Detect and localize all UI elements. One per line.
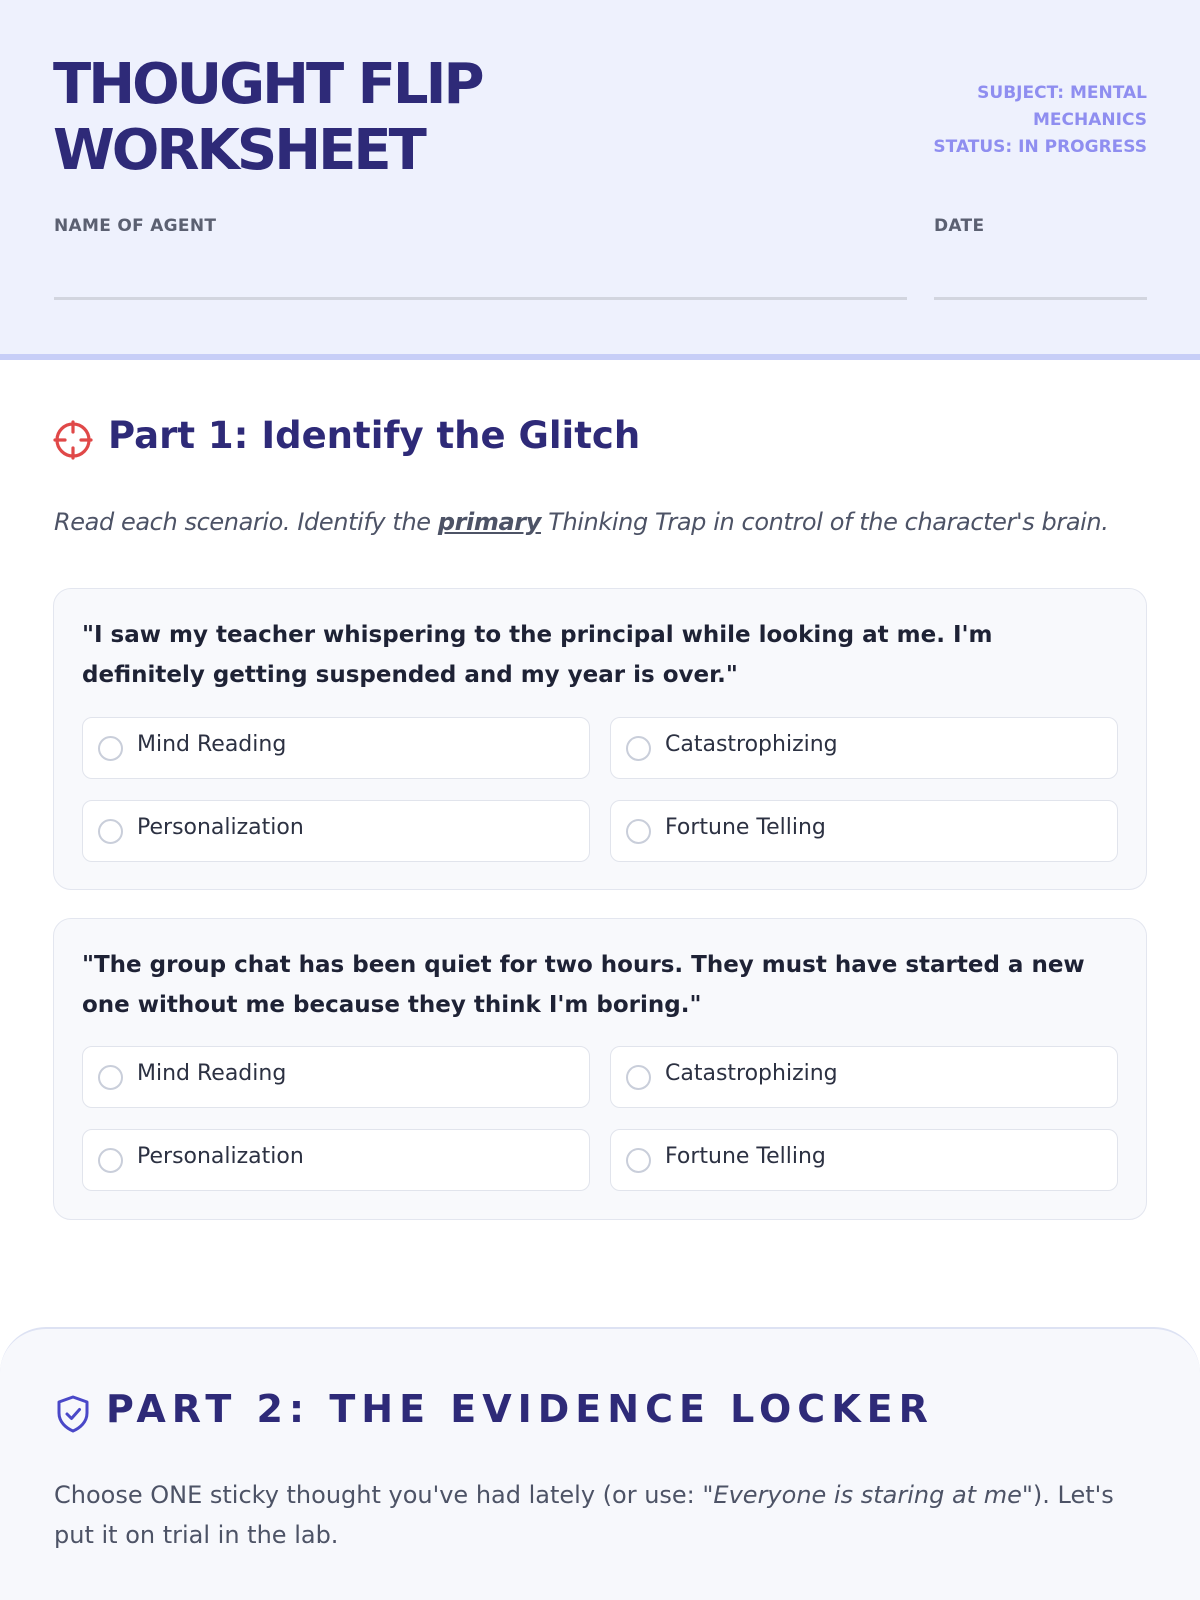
radio-button-icon[interactable] bbox=[626, 1065, 651, 1090]
shield-check-icon bbox=[54, 1394, 92, 1434]
option-personalization[interactable] bbox=[82, 1129, 590, 1191]
option-fortune-telling[interactable] bbox=[610, 1129, 1118, 1191]
worksheet-meta bbox=[887, 80, 1147, 161]
option-catastrophizing[interactable] bbox=[610, 1046, 1118, 1108]
scenario-card bbox=[53, 588, 1147, 890]
option-mind-reading[interactable] bbox=[82, 1046, 590, 1108]
status-label: STATUS: IN PROGRESS bbox=[933, 137, 1147, 157]
part2-section bbox=[0, 1327, 1200, 1600]
option-personalization[interactable] bbox=[82, 800, 590, 862]
agent-name-label: NAME OF AGENT bbox=[54, 216, 217, 236]
option-label: Catastrophizing bbox=[665, 732, 838, 757]
subject-label: SUBJECT: MENTAL MECHANICS bbox=[977, 83, 1147, 130]
instructions-text-end: Thinking Trap in control of the character's brain. bbox=[540, 508, 1109, 536]
option-label: Mind Reading bbox=[137, 1061, 287, 1086]
radio-button-icon[interactable] bbox=[626, 819, 651, 844]
part2-example-quote: "Everyone is staring at me" bbox=[702, 1481, 1033, 1509]
option-catastrophizing[interactable] bbox=[610, 717, 1118, 779]
option-label: Personalization bbox=[137, 815, 304, 840]
option-label: Personalization bbox=[137, 1144, 304, 1169]
option-mind-reading[interactable] bbox=[82, 717, 590, 779]
part1-title: Part 1: Identify the Glitch bbox=[108, 414, 641, 457]
option-label: Mind Reading bbox=[137, 732, 287, 757]
option-label: Fortune Telling bbox=[665, 815, 826, 840]
date-field[interactable] bbox=[934, 297, 1147, 300]
part2-instructions bbox=[54, 1475, 1154, 1555]
instructions-text-start: Read each scenario. Identify the bbox=[54, 508, 438, 536]
worksheet-header bbox=[0, 0, 1200, 360]
radio-button-icon[interactable] bbox=[98, 736, 123, 761]
part2-title: PART 2: THE EVIDENCE LOCKER bbox=[106, 1387, 934, 1431]
crosshair-target-icon bbox=[53, 420, 93, 460]
radio-button-icon[interactable] bbox=[626, 736, 651, 761]
worksheet-title: THOUGHT FLIP WORKSHEET bbox=[53, 52, 482, 183]
date-label: DATE bbox=[934, 216, 985, 236]
part2-text-start: Choose ONE sticky thought you've had lately (or use: bbox=[54, 1481, 703, 1509]
option-fortune-telling[interactable] bbox=[610, 800, 1118, 862]
radio-button-icon[interactable] bbox=[98, 819, 123, 844]
instructions-emphasis: primary bbox=[437, 508, 541, 536]
option-label: Catastrophizing bbox=[665, 1061, 838, 1086]
option-label: Fortune Telling bbox=[665, 1144, 826, 1169]
part2-text-end: ). Let's put it on trial in the lab. bbox=[54, 1481, 1114, 1549]
part1-instructions bbox=[54, 508, 1154, 536]
scenario-quote: "The group chat has been quiet for two hours. They must have started a new one without me because they think I'm boring." bbox=[82, 952, 1085, 1018]
radio-button-icon[interactable] bbox=[626, 1148, 651, 1173]
radio-button-icon[interactable] bbox=[98, 1065, 123, 1090]
agent-name-field[interactable] bbox=[54, 297, 907, 300]
scenario-quote: "I saw my teacher whispering to the principal while looking at me. I'm definitely getting suspended and my year is over." bbox=[82, 622, 993, 688]
scenario-card bbox=[53, 918, 1147, 1220]
radio-button-icon[interactable] bbox=[98, 1148, 123, 1173]
